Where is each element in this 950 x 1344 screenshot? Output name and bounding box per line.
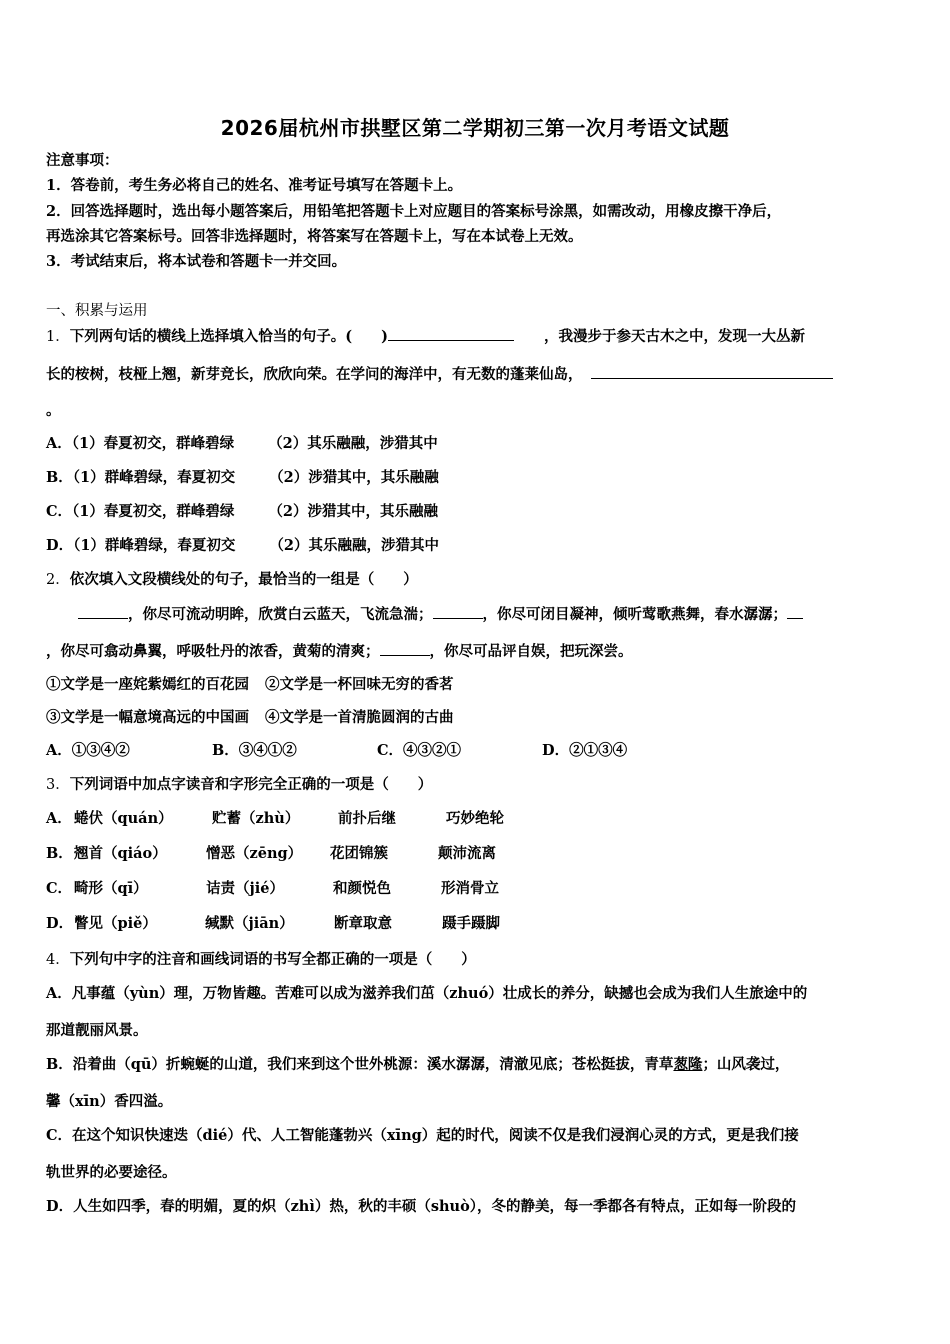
q2-passage-part: ，你尽可品评自娱，把玩深尝。: [429, 643, 633, 660]
q2-sentence: ④文学是一首清脆圆润的古曲: [265, 709, 454, 726]
q1-stem-a: 下列两句话的横线上选择填入恰当的句子。( ): [69, 328, 388, 345]
question-number: 3．: [46, 777, 70, 793]
option-part: （2）涉猎其中，其乐融融: [268, 503, 438, 520]
q3-option-b-word: 花团锦簇: [330, 845, 388, 862]
answer-blank: [591, 364, 833, 379]
q3-option-d-word: 断章取意: [334, 915, 392, 932]
q1-option-d: [46, 536, 439, 556]
q3-option-b-word: 憎恶（zēng）: [206, 845, 303, 862]
q1-option-c: [46, 502, 438, 522]
q2-sentence: ②文学是一杯回味无穷的香茗: [265, 676, 454, 693]
q2-option-b: B．③④①②: [212, 742, 297, 759]
q3-option-d-word: 瞥见（piě）: [74, 915, 157, 932]
q3-option-a-word: 前扑后继: [338, 810, 396, 827]
notice-item-2b: 再选涂其它答案标号。回答非选择题时，将答案写在答题卡上，写在本试卷上无效。: [46, 228, 583, 245]
q4-option-c-line2: 轨世界的必要途径。: [46, 1164, 177, 1181]
question-number: 1．: [46, 329, 70, 345]
q1-option-a: [46, 434, 438, 454]
q4-stem: 下列句中字的注音和画线词语的书写全都正确的一项是（ ）: [69, 951, 476, 968]
option-part: （2）其乐融融，涉猎其中: [269, 537, 440, 554]
q2-sentence: ①文学是一座姹紫嫣红的百花园: [46, 676, 249, 693]
question-3-stem: [46, 775, 432, 795]
q2-sentences-row1: [46, 675, 454, 695]
q3-option-c-word: 诘责（jié）: [206, 880, 284, 897]
option-part: （2）其乐融融，涉猎其中: [268, 435, 438, 452]
q4-option-a-line2: 那道靓丽风景。: [46, 1022, 148, 1039]
q3-option-d-word: 缄默（jiān）: [205, 915, 294, 932]
option-label: B．: [46, 469, 73, 486]
q2-option-c: C．④③②①: [377, 742, 462, 759]
question-number: 4．: [46, 952, 70, 968]
notice-item-3: 3．考试结束后，将本试卷和答题卡一并交回。: [46, 253, 347, 270]
q2-sentence: ③文学是一幅意境高远的中国画: [46, 709, 249, 726]
q2-option-d: D．②①③④: [542, 742, 628, 759]
page-title: 2026届杭州市拱墅区第二学期初三第一次月考语文试题: [220, 116, 730, 140]
option-label: D．: [46, 537, 74, 554]
option-part: （1）春夏初交，群峰碧绿: [71, 435, 235, 452]
question-number: 2．: [46, 572, 70, 588]
notice-item-1: 1．答卷前，考生务必将自己的姓名、准考证号填写在答题卡上。: [46, 177, 463, 194]
q3-option-b-word: 颠沛流离: [438, 845, 496, 862]
answer-blank: [787, 604, 803, 619]
q2-passage-part: ，你尽可流动明眸，欣赏白云蓝天，飞流急湍；: [128, 606, 433, 623]
q1-option-b: [46, 468, 439, 488]
q1-stem-d: 。: [46, 402, 61, 419]
q4-option-c-line1: C．在这个知识快速迭（dié）代、人工智能蓬勃兴（xīng）起的时代，阅读不仅是我们浸润心灵的方式，更是我们接: [46, 1127, 799, 1144]
q2-passage-line2: [46, 641, 633, 662]
underlined-word: 葱隆: [673, 1056, 703, 1073]
option-part: （1）春夏初交，群峰碧绿: [72, 503, 235, 520]
q1-stem-c: 长的桉树，枝桠上翘，新芽竞长，欣欣向荣。在学问的海洋中，有无数的蓬莱仙岛，: [46, 366, 583, 383]
q2-passage-part: ，你尽可闭目凝神，倾听莺歌燕舞，春水潺潺；: [482, 606, 787, 623]
notice-item-2a: 2．回答选择题时，选出每小题答案后，用铅笔把答题卡上对应题目的答案标号涂黑，如需改动，用橡皮擦干净后，: [46, 203, 782, 220]
q2-stem: 依次填入文段横线处的句子，最恰当的一组是（ ）: [69, 571, 418, 588]
option-label: A．: [46, 435, 72, 452]
q4-option-b-part: B．沿着曲（qū）折蜿蜒的山道，我们来到这个世外桃源：溪水潺潺，清澈见底；苍松挺拔，青草: [46, 1056, 674, 1073]
question-2-stem: [46, 570, 418, 590]
q1-stem-b: ，我漫步于参天古木之中，发现一大丛新: [543, 328, 805, 345]
q2-passage-line1: [78, 604, 803, 625]
q3-option-c-word: 和颜悦色: [333, 880, 391, 897]
q3-option-d-label: D．: [46, 915, 74, 932]
notice-heading: 注意事项：: [46, 152, 119, 169]
answer-blank: [388, 326, 514, 341]
section-heading: 一、积累与运用: [46, 303, 148, 319]
answer-blank: [433, 604, 483, 619]
question-1-stem: [46, 326, 805, 347]
option-label: C．: [46, 503, 73, 520]
q4-option-b-part: ；山风袭过，: [702, 1056, 790, 1073]
question-4-stem: [46, 950, 476, 970]
question-1-stem-line2: [46, 364, 833, 385]
q4-option-d-line1: D．人生如四季，春的明媚，夏的炽（zhì）热，秋的丰硕（shuò），冬的静美，每一季都各有特点，正如每一阶段的: [46, 1198, 797, 1215]
q3-option-c-word: 形消骨立: [441, 880, 499, 897]
q4-option-b-line2: 馨（xīn）香四溢。: [46, 1093, 173, 1110]
option-part: （1）群峰碧绿，春夏初交: [73, 537, 236, 554]
option-part: （2）涉猎其中，其乐融融: [269, 469, 439, 486]
q4-option-b-line1: [46, 1055, 789, 1075]
q3-stem: 下列词语中加点字读音和字形完全正确的一项是（ ）: [69, 776, 433, 793]
q3-option-a-word: 巧妙绝轮: [446, 810, 504, 827]
q3-option-d-word: 蹑手蹑脚: [442, 915, 500, 932]
option-part: （1）群峰碧绿，春夏初交: [72, 469, 236, 486]
answer-blank: [380, 641, 430, 656]
q4-option-a-line1: A．凡事蕴（yùn）理，万物皆趣。苦难可以成为滋养我们茁（zhuó）壮成长的养分，缺撼也会成为我们人生旅途中的: [46, 985, 808, 1002]
q3-option-a-word: 贮蓄（zhù）: [212, 810, 300, 827]
q2-option-a: A．①③④②: [46, 742, 130, 759]
q3-option-a-word: 蜷伏（quán）: [74, 810, 173, 827]
q3-option-a-label: A．: [46, 810, 72, 827]
q3-option-c-word: 畸形（qī）: [74, 880, 148, 897]
q2-sentences-row2: [46, 708, 454, 728]
q2-passage-part: ，你尽可翕动鼻翼，呼吸牡丹的浓香，黄菊的清爽；: [46, 643, 380, 660]
q3-option-b-label: B．: [46, 845, 73, 862]
q3-option-c-label: C．: [46, 880, 73, 897]
answer-blank: [78, 604, 128, 619]
q3-option-b-word: 翘首（qiáo）: [74, 845, 167, 862]
